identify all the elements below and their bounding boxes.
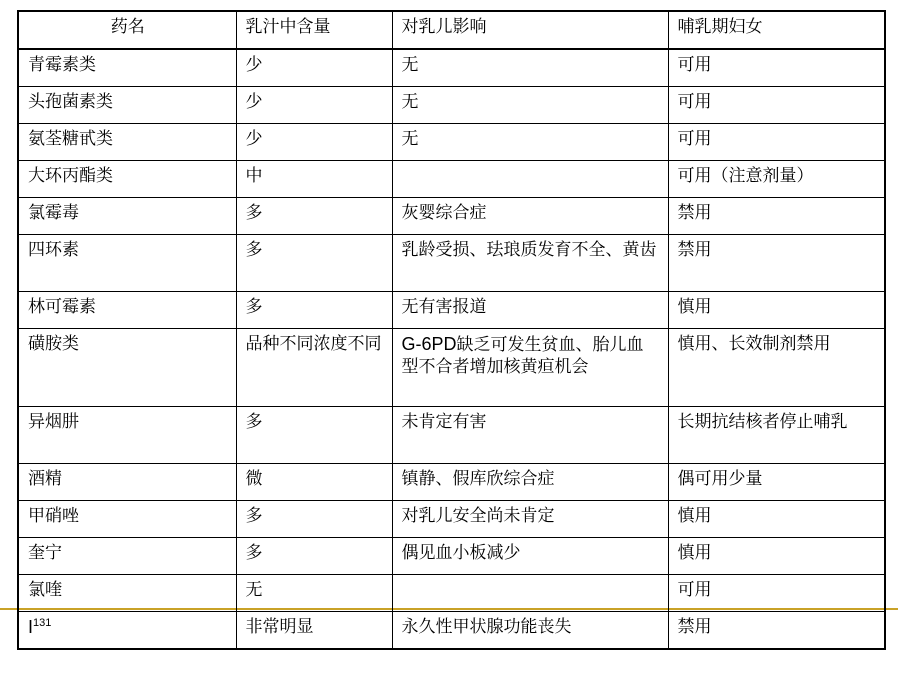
cell-content: 非常明显 (236, 612, 392, 650)
table-row (18, 329, 885, 407)
cell-drug: 林可霉素 (18, 292, 236, 329)
cell-content: 品种不同浓度不同 (236, 329, 392, 407)
table-row (18, 198, 885, 235)
header-drug-name: 药名 (18, 11, 236, 49)
table-row (18, 124, 885, 161)
table-row (18, 161, 885, 198)
drug-isotope: 131 (33, 617, 52, 629)
cell-drug: 头孢菌素类 (18, 87, 236, 124)
cell-effect (392, 329, 668, 407)
cell-effect: 未肯定有害 (392, 407, 668, 464)
cell-lactation: 可用 (668, 87, 885, 124)
cell-effect (392, 161, 668, 198)
cell-content: 多 (236, 235, 392, 292)
cell-lactation: 慎用 (668, 501, 885, 538)
cell-effect: 偶见血小板减少 (392, 538, 668, 575)
cell-content: 多 (236, 407, 392, 464)
table-row (18, 292, 885, 329)
table-row (18, 407, 885, 464)
cell-content: 微 (236, 464, 392, 501)
cell-content: 无 (236, 575, 392, 612)
cell-drug (18, 612, 236, 650)
cell-lactation: 禁用 (668, 235, 885, 292)
table-row (18, 501, 885, 538)
cell-effect (392, 575, 668, 612)
effect-prefix: G-6PD (401, 334, 457, 354)
cell-drug: 四环素 (18, 235, 236, 292)
cell-drug: 大环丙酯类 (18, 161, 236, 198)
cell-drug: 奎宁 (18, 538, 236, 575)
cell-lactation: 慎用 (668, 292, 885, 329)
cell-effect: 乳龄受损、珐琅质发育不全、黄齿 (392, 235, 668, 292)
cell-lactation: 慎用、长效制剂禁用 (668, 329, 885, 407)
table-row (18, 612, 885, 650)
table-row (18, 538, 885, 575)
cell-effect: 永久性甲状腺功能丧失 (392, 612, 668, 650)
cell-lactation: 可用 (668, 575, 885, 612)
cell-drug: 磺胺类 (18, 329, 236, 407)
cell-content: 少 (236, 49, 392, 87)
cell-effect: 无 (392, 87, 668, 124)
cell-content: 中 (236, 161, 392, 198)
cell-drug: 甲硝唑 (18, 501, 236, 538)
cell-effect: 灰婴综合症 (392, 198, 668, 235)
cell-content: 多 (236, 538, 392, 575)
cell-lactation: 禁用 (668, 198, 885, 235)
cell-effect: 无 (392, 124, 668, 161)
header-lactating-women: 哺乳期妇女 (668, 11, 885, 49)
cell-drug: 异烟肼 (18, 407, 236, 464)
cell-content: 少 (236, 124, 392, 161)
cell-content: 少 (236, 87, 392, 124)
table-row (18, 575, 885, 612)
drug-lactation-table (17, 10, 886, 650)
header-milk-content: 乳汁中含量 (236, 11, 392, 49)
cell-lactation: 长期抗结核者停止哺乳 (668, 407, 885, 464)
cell-effect: 镇静、假库欣综合症 (392, 464, 668, 501)
table-row (18, 87, 885, 124)
cell-drug: 氯喹 (18, 575, 236, 612)
table-header-row (18, 11, 885, 49)
cell-lactation: 禁用 (668, 612, 885, 650)
cell-effect: 无有害报道 (392, 292, 668, 329)
header-infant-effect: 对乳儿影响 (392, 11, 668, 49)
cell-content: 多 (236, 198, 392, 235)
cell-drug: 氨荃糖甙类 (18, 124, 236, 161)
table-row (18, 464, 885, 501)
cell-lactation: 可用 (668, 49, 885, 87)
table-row (18, 49, 885, 87)
cell-effect: 对乳儿安全尚未肯定 (392, 501, 668, 538)
cell-lactation: 偶可用少量 (668, 464, 885, 501)
cell-drug: 氯霉毒 (18, 198, 236, 235)
cell-content: 多 (236, 292, 392, 329)
effect-text: 缺乏可发生贫血、胎儿血型不合者增加核黄疸机会 (401, 335, 644, 377)
drug-symbol: I (28, 617, 34, 637)
cell-drug: 酒精 (18, 464, 236, 501)
cell-lactation: 可用（注意剂量） (668, 161, 885, 198)
cell-lactation: 慎用 (668, 538, 885, 575)
cell-effect: 无 (392, 49, 668, 87)
cell-content: 多 (236, 501, 392, 538)
table-row (18, 235, 885, 292)
cell-drug: 青霉素类 (18, 49, 236, 87)
cell-lactation: 可用 (668, 124, 885, 161)
